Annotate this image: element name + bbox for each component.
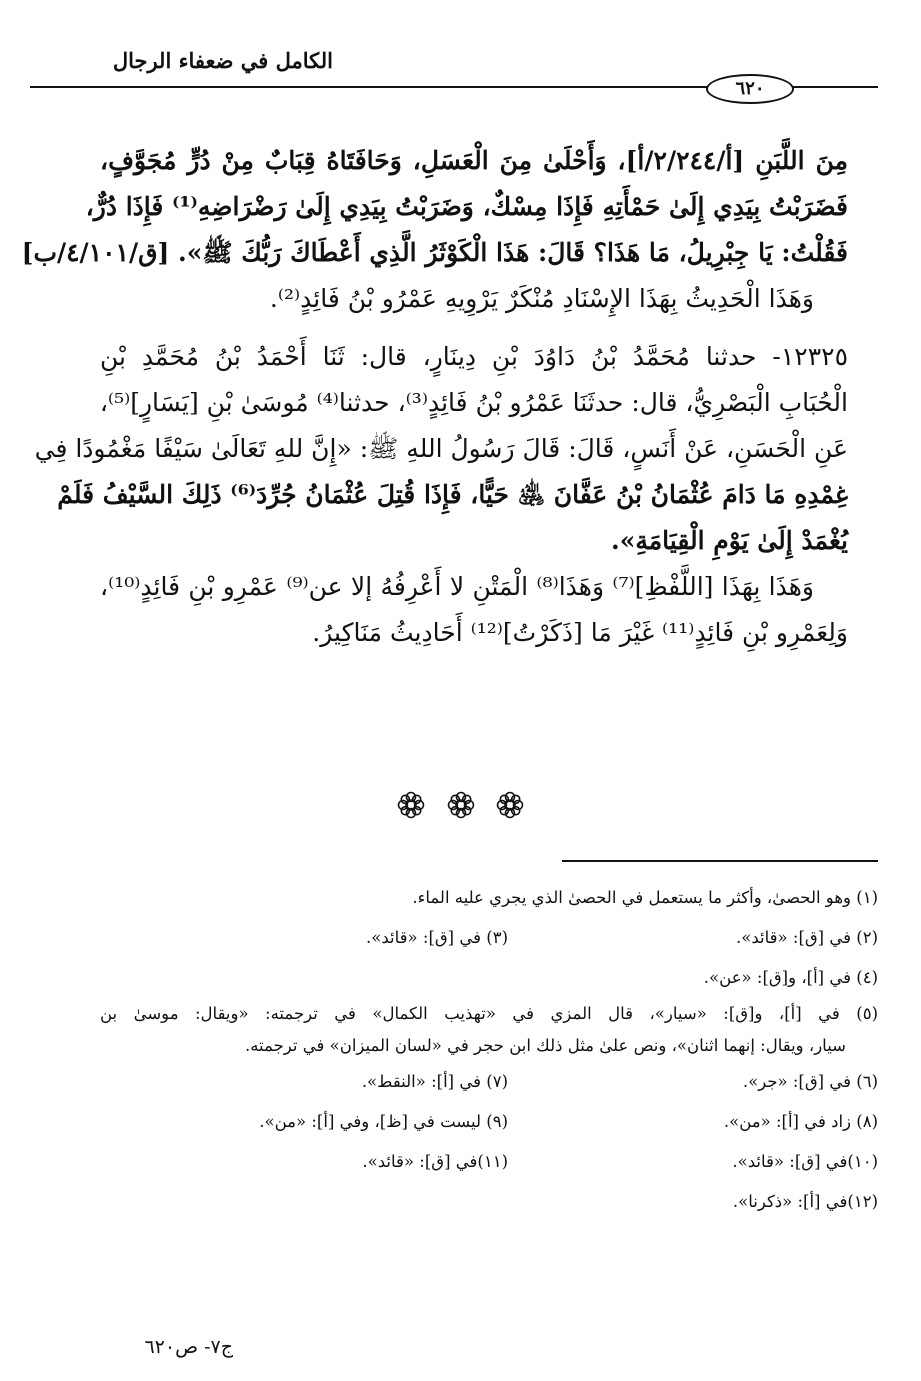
footnote-continuation: سيار، ويقال: إنهما اثنان»، ونص علىٰ مثل ذلك ابن حجر في «لسان الميزان» في ترجمته. <box>244 1036 846 1055</box>
text-line: وَهَذَا بِهَذَا [اللَّفْظِ]⁽⁷⁾ وَهَذَا⁽⁸⁾ الْمَتْنِ لا أَعْرِفُهُ إلا عن⁽⁹⁾ عَمْرِو بْنِ فَائِدٍ⁽¹⁰⁾، <box>100 572 814 601</box>
text-line: غِمْدِهِ مَا دَامَ عُثْمَانُ بْنُ عَفَّانَ ﵁ حَيًّا، فَإِذَا قُتِلَ عُثْمَانُ جُرِّدَ⁽⁶⁾ ذَلِكَ السَّيْفُ فَلَمْ <box>57 480 848 509</box>
footnote: (١) وهو الحصىٰ، وأكثر ما يستعمل في الحصىٰ الذي يجري عليه الماء. <box>412 888 878 907</box>
text-line: فَضَرَبْتُ بِيَدِي إِلَىٰ حَمْأَتِهِ فَإِذَا مِسْكٌ، وَضَرَبْتُ بِيَدِي إِلَىٰ رَضْرَاضِهِ⁽¹⁾ فَإِذَا دُرٌّ، <box>85 192 848 221</box>
running-head-title: الكامل في ضعفاء الرجال <box>112 48 333 73</box>
text-line: وَهَذَا الْحَدِيثُ بِهَذَا الإِسْنَادِ مُنْكَرٌ يَرْوِيهِ عَمْرُو بْنُ فَائِدٍ⁽²⁾. <box>269 284 814 313</box>
footnote: (١٠)في [ق]: «قائد». <box>732 1152 878 1171</box>
footnote: (٣) في [ق]: «قائد». <box>366 928 508 947</box>
text-line: الْحُبَابِ الْبَصْرِيُّ، قال: حدثَنَا عَمْرُو بْنُ فَائِدٍ⁽³⁾، حدثنا⁽⁴⁾ مُوسَىٰ بْنِ [يَسَارٍ]⁽⁵⁾، <box>99 388 848 417</box>
page-signature: ج٧- ص٦٢٠ <box>144 1336 233 1358</box>
footnote: (٩) ليست في [ظ]، وفي [أ]: «من». <box>259 1112 508 1131</box>
text-line: يُغْمَدْ إِلَىٰ يَوْمِ الْقِيَامَةِ». <box>611 526 848 555</box>
main-text <box>21 138 848 656</box>
rosette-ornament-icon <box>495 790 525 820</box>
text-line: عَنِ الْحَسَنِ، عَنْ أَنَسٍ، قَالَ: قَالَ رَسُولُ اللهِ ﷺ: «إِنَّ للهِ تَعَالَىٰ سَيْفًا مَغْمُودًا فِي <box>34 434 848 463</box>
footnote: (٤) في [أ]، و[ق]: «عن». <box>703 968 878 987</box>
footnote-row <box>100 1102 878 1142</box>
section-separator <box>0 790 921 830</box>
footnote: (٦) في [ق]: «جر». <box>742 1072 878 1091</box>
footnote-row <box>100 918 878 958</box>
footnotes <box>100 878 878 1222</box>
rosette-ornament-icon <box>446 790 476 820</box>
footnote: (٨) زاد في [أ]: «من». <box>723 1112 878 1131</box>
footnote: (٥) في [أ]، و[ق]: «سيار»، قال المزي في «تهذيب الكمال» في ترجمته: «ويقال: موسىٰ بن <box>100 1004 878 1023</box>
footnote: (١١)في [ق]: «قائد». <box>362 1152 508 1171</box>
footnote: (٧) في [أ]: «النقط». <box>361 1072 508 1091</box>
text-line: فَقُلْتُ: يَا جِبْرِيلُ، مَا هَذَا؟ قَالَ: هَذَا الْكَوْثَرُ الَّذِي أَعْطَاكَ رَبُّكَ ﷺ». [ق/٤/١٠١/ب] <box>21 238 848 267</box>
footnote-row <box>100 1142 878 1182</box>
rosette-ornament-icon <box>396 790 426 820</box>
footnote: (١٢)في [أ]: «ذكرنا». <box>732 1192 878 1211</box>
footnote: (٢) في [ق]: «قائد». <box>736 928 878 947</box>
text-line: مِنَ اللَّبَنِ [أ/٢/٢٤٤/أ]، وَأَحْلَىٰ مِنَ الْعَسَلِ، وَحَافَتَاهُ قِبَابٌ مِنْ دُرٍّ مُجَوَّفٍ، <box>100 146 848 175</box>
hadith-number-line: ١٢٣٢٥- حدثنا مُحَمَّدُ بْنُ دَاوُدَ بْنِ دِينَارٍ، قال: ثَنَا أَحْمَدُ بْنُ مُحَمَّدِ بْنِ <box>100 342 848 371</box>
page-number: ٦٢٠ <box>706 74 794 104</box>
footnote-rule <box>562 860 878 862</box>
footnote-row <box>100 1062 878 1102</box>
text-line: وَلِعَمْرِو بْنِ فَائِدٍ⁽¹¹⁾ غَيْرَ مَا [ذَكَرْتُ]⁽¹²⁾ أَحَادِيثُ مَنَاكِيرُ. <box>312 618 848 647</box>
